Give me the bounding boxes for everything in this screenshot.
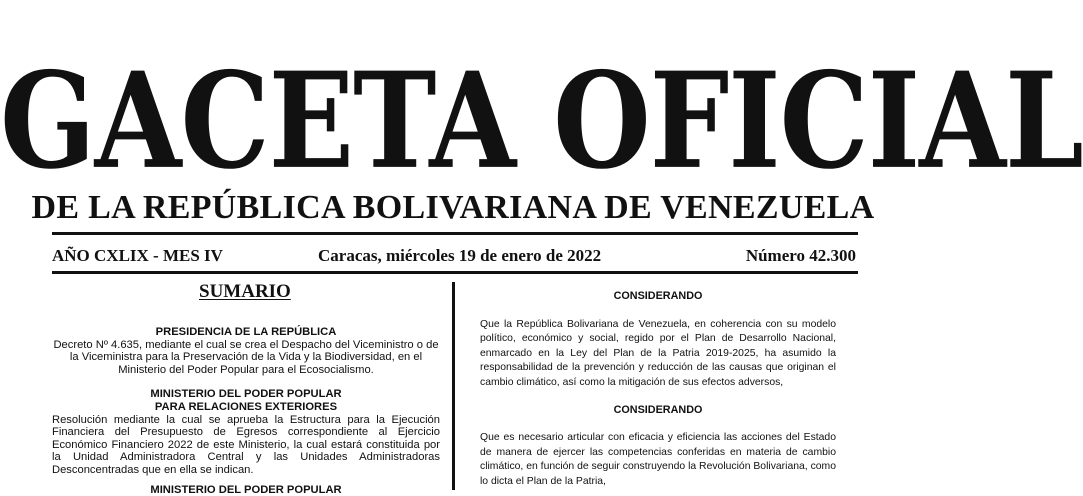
- sumario-title: SUMARIO: [199, 281, 291, 302]
- section-text: Decreto Nº 4.635, mediante el cual se crea el Despacho del Viceministro o de la Viceministra para la Preservación de la Vida y la Biodiversidad, en el Ministerio del Poder Popular para el Ecosocialismo.: [53, 338, 439, 376]
- masthead-title: GACETA OFICIAL: [0, 44, 1083, 199]
- section-heading: MINISTERIO DEL PODER POPULAR: [150, 388, 342, 401]
- issue-number: Número 42.300: [745, 246, 856, 265]
- section-text: Resolución mediante la cual se aprueba la Estructura para la Ejecución Financiera del Presupuesto de Egresos correspondiente al Ejercicio Económico Financiero 2022 de este Ministerio, la cual estará constituida por la Unidad Administradora Central y las Unidades Administradoras Desconcentradas que en ella se indican.: [52, 413, 440, 476]
- sumario-column: [52, 326, 440, 496]
- decree-column: [480, 289, 836, 490]
- considerando-heading: CONSIDERANDO: [613, 290, 703, 302]
- considerando-heading: CONSIDERANDO: [613, 403, 703, 416]
- considerando-paragraph: Que es necesario articular con eficacia y eficiencia las acciones del Estado de manera de ejercer las competencias conferidas en materia de cambio climático, en función de seguir construyendo la Revolución Bolivariana, como lo dicta el Plan de la Patria,: [480, 432, 836, 487]
- masthead-subtitle: DE LA REPÚBLICA BOLIVARIANA DE VENEZUELA: [31, 189, 875, 226]
- section-heading: PARA RELACIONES EXTERIORES: [154, 400, 338, 413]
- section-heading: PRESIDENCIA DE LA REPÚBLICA: [155, 326, 337, 338]
- section-heading: MINISTERIO DEL PODER POPULAR: [150, 483, 342, 496]
- column-divider: [452, 282, 455, 490]
- issue-date: Caracas, miércoles 19 de enero de 2022: [318, 246, 602, 265]
- bottom-rule: [52, 271, 858, 274]
- issue-year-month: AÑO CXLIX - MES IV: [52, 246, 223, 265]
- top-rule: [52, 232, 858, 235]
- considerando-paragraph: Que la República Bolivariana de Venezuela, en coherencia con su modelo político, económico y social, regido por el Plan de Desarrollo Nacional, enmarcado en la Ley del Plan de la Patria 2019-2025, ha asumido la responsabilidad de la prevención y reducción de las causas que originan el cambio climático, así como la mitigación de sus efectos adversos,: [480, 318, 836, 388]
